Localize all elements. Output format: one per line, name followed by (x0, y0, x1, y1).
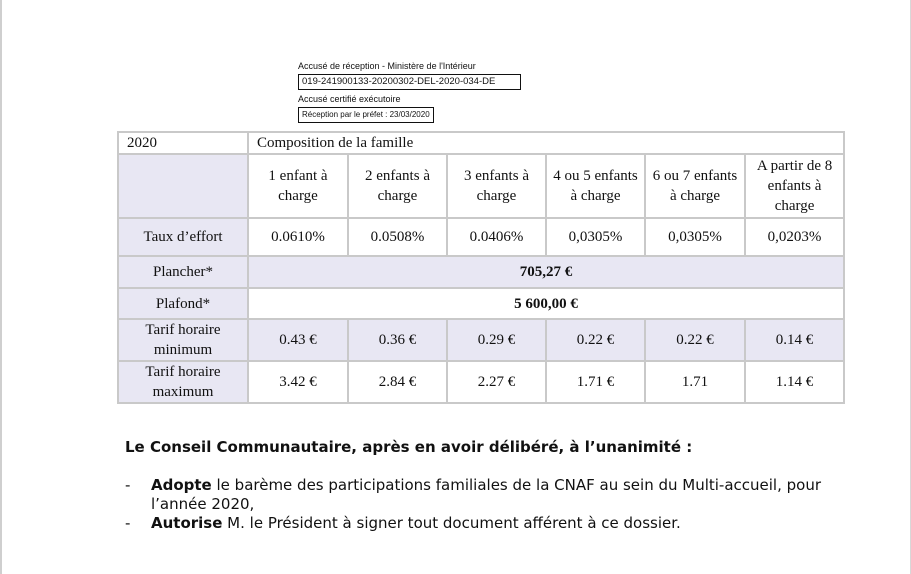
decision-text: le barème des participations familiales de la CNAF au sein du Multi-accueil, pour l’année 2020, (151, 476, 822, 513)
table-cell: 0.29 € (447, 319, 546, 361)
table-header-row (118, 154, 844, 218)
list-dash: - (125, 514, 131, 532)
table-cell: 0.0508% (348, 218, 447, 256)
stamp-reception-date: Réception par le préfet : 23/03/2020 (298, 107, 434, 123)
table-cell: 2.27 € (447, 361, 546, 403)
bareme-table (117, 131, 845, 404)
column-header: A partir de 8 enfants à charge (745, 154, 844, 218)
list-dash: - (125, 476, 131, 494)
table-cell: 1.71 € (546, 361, 645, 403)
stamp-title: Accusé de réception - Ministère de l'Intérieur (298, 61, 476, 71)
table-cell: 1.71 (645, 361, 745, 403)
plancher-value: 705,27 € (248, 256, 844, 288)
column-header: 6 ou 7 enfants à charge (645, 154, 745, 218)
table-cell: 0.0406% (447, 218, 546, 256)
table-row-tarif-max (118, 361, 844, 403)
table-cell: 0.36 € (348, 319, 447, 361)
table-cell: 0.22 € (645, 319, 745, 361)
table-cell: 1.14 € (745, 361, 844, 403)
composition-header: Composition de la famille (248, 132, 844, 154)
row-label: Taux d’effort (118, 218, 248, 256)
column-header: 4 ou 5 enfants à charge (546, 154, 645, 218)
decision-text: M. le Président à signer tout document afférent à ce dossier. (222, 514, 681, 532)
decision-verb: Autorise (151, 514, 223, 532)
table-row-plancher (118, 256, 844, 288)
empty-header-cell (118, 154, 248, 218)
row-label: Plancher* (118, 256, 248, 288)
column-header: 1 enfant à charge (248, 154, 348, 218)
table-row-tarif-min (118, 319, 844, 361)
list-item (125, 514, 845, 533)
table-cell: 2.84 € (348, 361, 447, 403)
row-label: Tarif horaire maximum (118, 361, 248, 403)
table-row-plafond (118, 288, 844, 319)
row-label: Tarif horaire minimum (118, 319, 248, 361)
decision-heading: Le Conseil Communautaire, après en avoir délibéré, à l’unanimité : (125, 438, 693, 456)
table-cell: 3.42 € (248, 361, 348, 403)
table-title-row (118, 132, 844, 154)
table-cell: 0.43 € (248, 319, 348, 361)
table-cell: 0,0305% (645, 218, 745, 256)
table-cell: 0.22 € (546, 319, 645, 361)
row-label: Plafond* (118, 288, 248, 319)
page-left-edge (0, 0, 2, 574)
year-cell: 2020 (118, 132, 248, 154)
stamp-certified: Accusé certifié exécutoire (298, 94, 401, 104)
table-cell: 0.0610% (248, 218, 348, 256)
table-cell: 0,0305% (546, 218, 645, 256)
stamp-reference: 019-241900133-20200302-DEL-2020-034-DE (298, 74, 521, 90)
table-cell: 0.14 € (745, 319, 844, 361)
column-header: 2 enfants à charge (348, 154, 447, 218)
list-item (125, 476, 845, 514)
table-cell: 0,0203% (745, 218, 844, 256)
plafond-value: 5 600,00 € (248, 288, 844, 319)
decision-verb: Adopte (151, 476, 212, 494)
table-row-taux (118, 218, 844, 256)
reception-stamp (298, 60, 521, 126)
decision-section (125, 438, 845, 533)
column-header: 3 enfants à charge (447, 154, 546, 218)
